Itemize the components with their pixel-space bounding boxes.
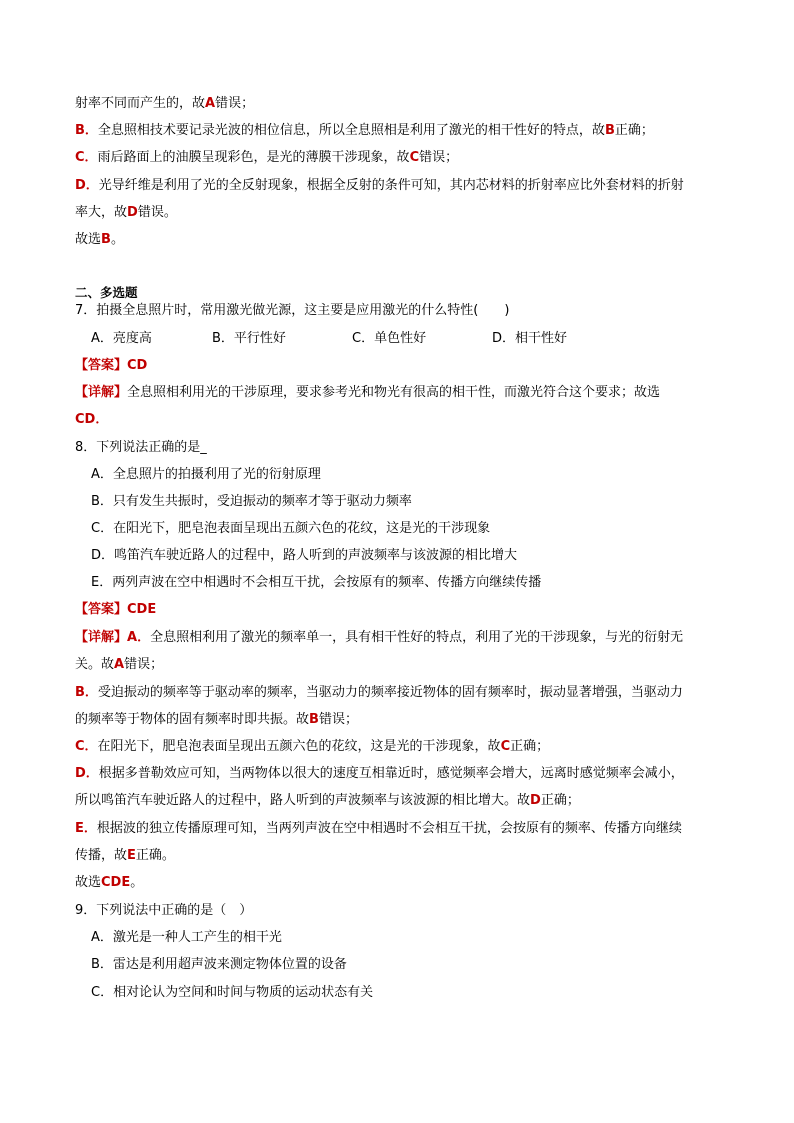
text-line: 率大，故D错误。 bbox=[75, 205, 177, 220]
question-8-stem: 8．下列说法正确的是_ bbox=[75, 440, 207, 455]
text-line: B．受迫振动的频率等于驱动率的频率，当驱动力的频率接近物体的固有频率时，振动显著增强，当驱动力 bbox=[75, 685, 683, 700]
question-7-detail-cont: CD． bbox=[75, 412, 109, 427]
option-d: D．鸣笛汽车驶近路人的过程中，路人听到的声波频率与该波源的相比增大 bbox=[91, 548, 518, 563]
option-label: D． bbox=[75, 178, 99, 193]
option-b: B．雷达是利用超声波来测定物体位置的设备 bbox=[91, 957, 347, 972]
option-c: C．相对论认为空间和时间与物质的运动状态有关 bbox=[91, 985, 374, 1000]
choice-line: 故选CDE。 bbox=[75, 875, 144, 890]
text-line: 传播，故E正确。 bbox=[75, 848, 175, 863]
question-9-stem: 9．下列说法中正确的是（ ） bbox=[75, 903, 253, 918]
option-e: E．两列声波在空中相遇时不会相互干扰，会按原有的频率、传播方向继续传播 bbox=[91, 575, 542, 590]
section-title: 二、多选题 bbox=[75, 285, 138, 300]
option-c: C．在阳光下，肥皂泡表面呈现出五颜六色的花纹，这是光的干涉现象 bbox=[91, 521, 491, 536]
question-8-answer: 【答案】CDE bbox=[75, 602, 157, 617]
option-label: C． bbox=[75, 150, 98, 165]
choice-line: 故选B。 bbox=[75, 232, 124, 247]
option-c: C．单色性好 bbox=[352, 331, 427, 346]
option-b: B．只有发生共振时，受迫振动的频率才等于驱动力频率 bbox=[91, 494, 412, 509]
text-line: D．根据多普勒效应可知，当两物体以很大的速度互相靠近时，感觉频率会增大，远离时感觉频率会减小， bbox=[75, 766, 684, 781]
text-line: C．在阳光下，肥皂泡表面呈现出五颜六色的花纹，这是光的干涉现象，故C正确； bbox=[75, 739, 550, 754]
question-8-detail: 【详解】A．全息照相利用了激光的频率单一，具有相干性好的特点，利用了光的干涉现象，与光的衍射无 bbox=[75, 630, 684, 645]
option-a: A．全息照片的拍摄利用了光的衍射原理 bbox=[91, 467, 321, 482]
option-a: A．激光是一种人工产生的相干光 bbox=[91, 930, 282, 945]
question-7-stem: 7．拍摄全息照片时，常用激光做光源，这主要是应用激光的什么特性( ) bbox=[75, 303, 510, 318]
option-key: A bbox=[205, 96, 216, 111]
text-line: 关。故A错误； bbox=[75, 657, 164, 672]
text-line: 射率不同而产生的，故A错误； bbox=[75, 96, 255, 111]
question-7-answer: 【答案】CD bbox=[75, 358, 148, 373]
text-line: B．全息照相技术要记录光波的相位信息，所以全息照相是利用了激光的相干性好的特点，故B正确； bbox=[75, 123, 654, 138]
text-line: C．雨后路面上的油膜呈现彩色，是光的薄膜干涉现象，故C错误； bbox=[75, 150, 459, 165]
option-b: B．平行性好 bbox=[212, 331, 286, 346]
text-line: D．光导纤维是利用了光的全反射现象，根据全反射的条件可知，其内芯材料的折射率应比外套材料的折射 bbox=[75, 178, 684, 193]
option-a: A．亮度高 bbox=[91, 331, 152, 346]
option-d: D．相干性好 bbox=[492, 331, 568, 346]
text-line: 的频率等于物体的固有频率时即共振。故B错误； bbox=[75, 712, 358, 727]
option-label: B． bbox=[75, 123, 98, 138]
question-7-detail: 【详解】全息照相利用光的干涉原理，要求参考光和物光有很高的相干性，而激光符合这个要求；故选 bbox=[75, 385, 661, 400]
text-line: E．根据波的独立传播原理可知，当两列声波在空中相遇时不会相互干扰，会按原有的频率、传播方向继续 bbox=[75, 821, 682, 836]
text-line: 所以鸣笛汽车驶近路人的过程中，路人听到的声波频率与该波源的相比增大。故D正确； bbox=[75, 793, 580, 808]
